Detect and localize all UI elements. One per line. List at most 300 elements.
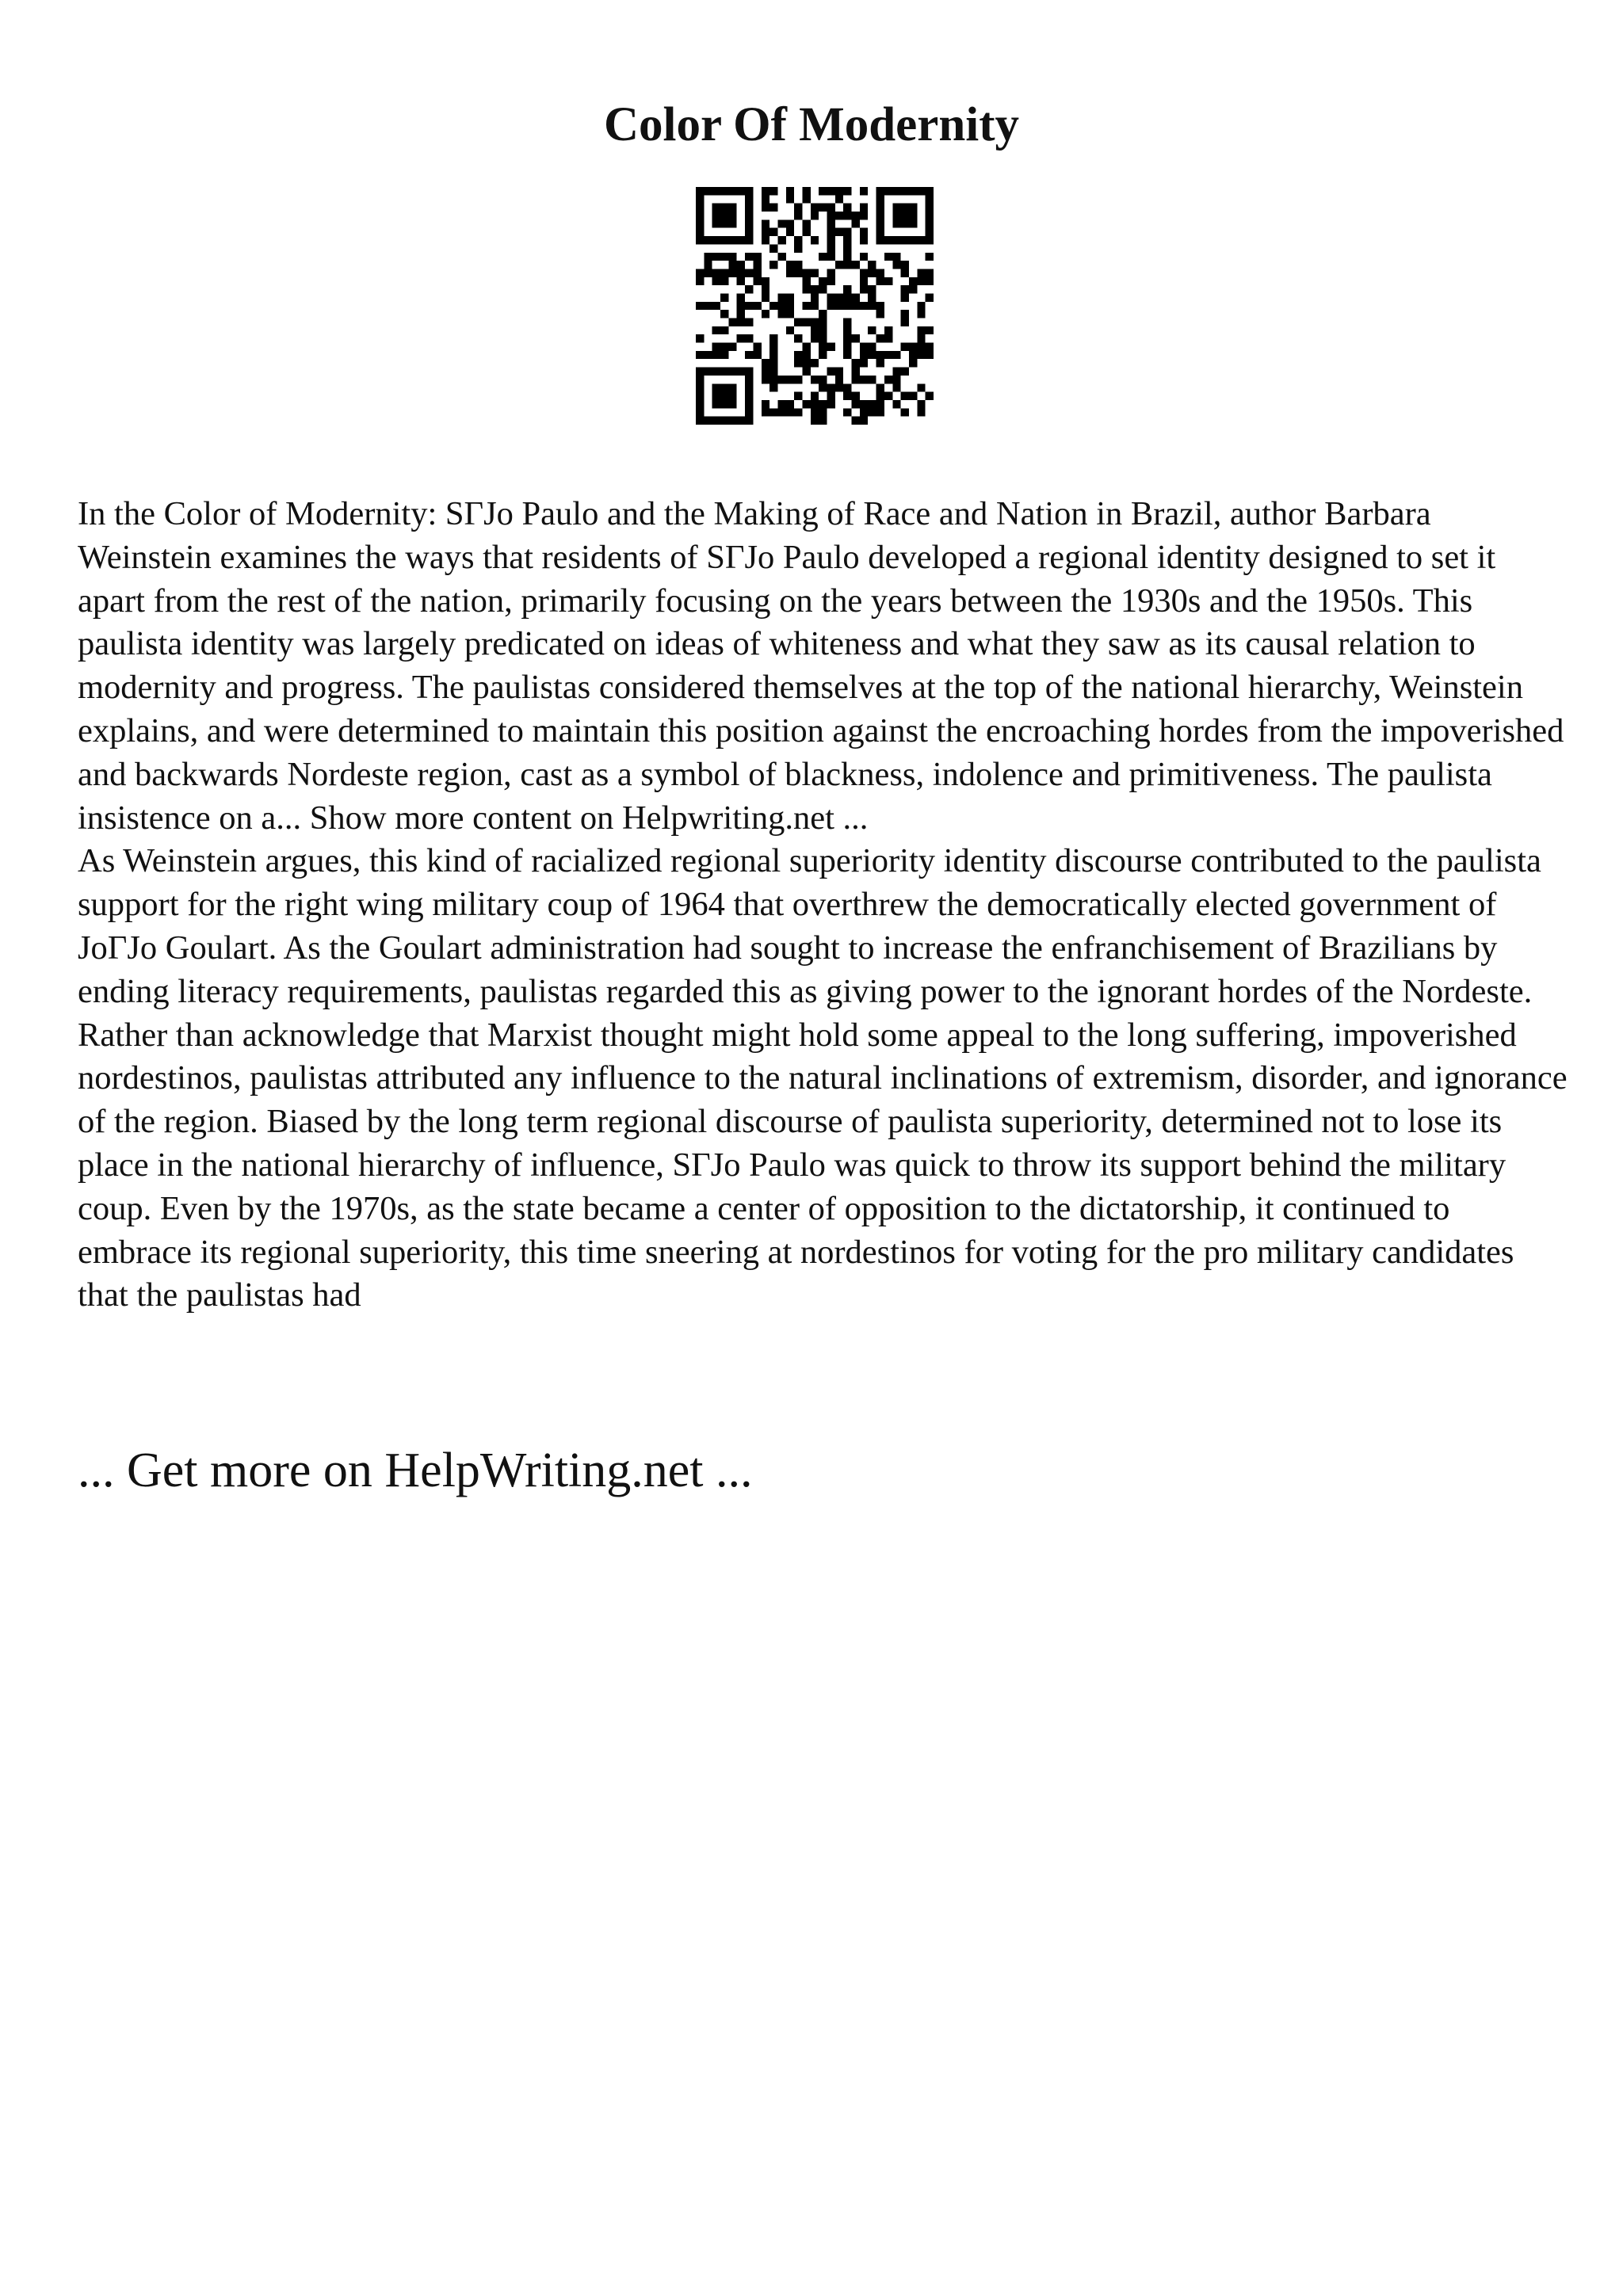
qr-module xyxy=(745,285,753,293)
qr-module xyxy=(720,219,728,227)
qr-module xyxy=(901,392,909,400)
qr-module xyxy=(802,400,810,408)
qr-module xyxy=(876,236,884,244)
qr-module xyxy=(860,204,868,212)
qr-module xyxy=(753,343,761,351)
qr-module xyxy=(835,376,843,383)
qr-module xyxy=(926,219,934,227)
qr-module xyxy=(843,204,851,212)
qr-module xyxy=(860,212,868,219)
qr-module xyxy=(762,236,769,244)
qr-module xyxy=(720,343,728,351)
qr-module xyxy=(876,383,884,391)
qr-module xyxy=(852,376,860,383)
qr-module xyxy=(860,400,868,408)
qr-module xyxy=(876,212,884,219)
qr-module xyxy=(794,261,802,269)
qr-module xyxy=(892,204,900,212)
qr-module xyxy=(720,187,728,195)
qr-module xyxy=(892,187,900,195)
qr-module xyxy=(819,417,827,425)
qr-module xyxy=(884,236,892,244)
qr-module xyxy=(704,236,712,244)
qr-module xyxy=(737,302,745,310)
qr-module xyxy=(786,376,794,383)
qr-module xyxy=(728,236,736,244)
qr-module xyxy=(901,212,909,219)
qr-module xyxy=(868,376,876,383)
qr-module xyxy=(769,244,777,252)
qr-module xyxy=(827,187,835,195)
qr-module xyxy=(762,359,769,367)
qr-module xyxy=(827,228,835,236)
qr-module xyxy=(728,318,736,326)
qr-module xyxy=(843,408,851,416)
qr-module xyxy=(827,343,835,351)
qr-module xyxy=(712,392,720,400)
qr-module xyxy=(892,261,900,269)
qr-module xyxy=(696,219,704,227)
qr-module xyxy=(786,400,794,408)
qr-module xyxy=(704,351,712,359)
qr-module xyxy=(720,269,728,277)
qr-module xyxy=(901,261,909,269)
qr-module xyxy=(728,383,736,391)
qr-module xyxy=(868,302,876,310)
qr-module xyxy=(909,212,917,219)
qr-module xyxy=(696,417,704,425)
qr-module xyxy=(901,310,909,318)
qr-module xyxy=(794,212,802,219)
qr-module xyxy=(811,376,819,383)
qr-module xyxy=(762,376,769,383)
qr-module xyxy=(737,269,745,277)
qr-module xyxy=(860,228,868,236)
qr-module xyxy=(860,408,868,416)
qr-module xyxy=(876,277,884,285)
qr-module xyxy=(720,368,728,376)
qr-module xyxy=(753,302,761,310)
qr-module xyxy=(852,261,860,269)
qr-module xyxy=(835,368,843,376)
qr-module xyxy=(728,400,736,408)
qr-module xyxy=(777,302,785,310)
qr-module xyxy=(786,269,794,277)
qr-module xyxy=(860,417,868,425)
qr-module xyxy=(892,400,900,408)
qr-module xyxy=(777,376,785,383)
qr-module xyxy=(745,408,753,416)
qr-module xyxy=(728,261,736,269)
qr-module xyxy=(926,269,934,277)
qr-module xyxy=(876,359,884,367)
qr-module xyxy=(704,253,712,261)
qr-module xyxy=(868,261,876,269)
qr-module xyxy=(843,187,851,195)
qr-module xyxy=(868,400,876,408)
qr-module xyxy=(720,417,728,425)
qr-module xyxy=(901,368,909,376)
qr-module xyxy=(868,326,876,334)
qr-module xyxy=(860,253,868,261)
qr-module xyxy=(819,343,827,351)
qr-module xyxy=(712,212,720,219)
qr-module xyxy=(811,318,819,326)
qr-module xyxy=(745,204,753,212)
qr-module xyxy=(794,359,802,367)
qr-module xyxy=(926,293,934,301)
qr-module xyxy=(728,392,736,400)
qr-module xyxy=(696,302,704,310)
qr-module xyxy=(843,261,851,269)
qr-module xyxy=(794,318,802,326)
qr-module xyxy=(745,351,753,359)
qr-module xyxy=(737,261,745,269)
qr-module xyxy=(712,219,720,227)
qr-module xyxy=(745,302,753,310)
qr-module xyxy=(827,400,835,408)
qr-module xyxy=(802,195,810,203)
qr-module xyxy=(827,368,835,376)
qr-module xyxy=(737,277,745,285)
qr-module xyxy=(917,269,925,277)
qr-module xyxy=(884,253,892,261)
qr-module xyxy=(777,310,785,318)
qr-module xyxy=(811,334,819,342)
qr-module xyxy=(802,187,810,195)
qr-module xyxy=(786,326,794,334)
qr-module xyxy=(737,318,745,326)
qr-module xyxy=(802,343,810,351)
qr-module xyxy=(860,351,868,359)
qr-module xyxy=(827,383,835,391)
qr-module xyxy=(745,383,753,391)
qr-module xyxy=(827,302,835,310)
qr-module xyxy=(786,219,794,227)
qr-module xyxy=(852,368,860,376)
qr-module xyxy=(819,376,827,383)
qr-module xyxy=(884,326,892,334)
qr-module xyxy=(819,334,827,342)
qr-module xyxy=(892,212,900,219)
qr-module xyxy=(712,351,720,359)
qr-module xyxy=(843,236,851,244)
qr-module xyxy=(876,302,884,310)
qr-module xyxy=(762,204,769,212)
qr-module xyxy=(712,383,720,391)
qr-module xyxy=(868,408,876,416)
qr-module xyxy=(917,408,925,416)
qr-module xyxy=(696,204,704,212)
qr-module xyxy=(835,302,843,310)
qr-module xyxy=(728,187,736,195)
qr-module xyxy=(712,277,720,285)
qr-module xyxy=(712,253,720,261)
qr-module xyxy=(876,187,884,195)
qr-module xyxy=(777,400,785,408)
qr-module xyxy=(884,277,892,285)
qr-module xyxy=(769,368,777,376)
qr-module xyxy=(811,359,819,367)
qr-code-image xyxy=(696,187,934,425)
qr-module xyxy=(926,277,934,285)
document-title: Color Of Modernity xyxy=(603,98,1020,151)
qr-module xyxy=(917,187,925,195)
qr-module xyxy=(696,408,704,416)
qr-module xyxy=(843,293,851,301)
qr-module xyxy=(892,376,900,383)
qr-module xyxy=(769,204,777,212)
qr-module xyxy=(860,376,868,383)
qr-module xyxy=(860,343,868,351)
qr-module xyxy=(762,310,769,318)
qr-module xyxy=(696,351,704,359)
qr-module xyxy=(876,351,884,359)
qr-module xyxy=(884,392,892,400)
qr-module xyxy=(745,236,753,244)
qr-module xyxy=(835,187,843,195)
qr-module xyxy=(696,368,704,376)
qr-module xyxy=(802,269,810,277)
paragraph-1: In the Color of Modernity: SГЈo Paulo and the Making of Race and Nation in Brazil, author Barbara Weinstein examines the ways that residents of SГЈo Paulo developed a regional identity designed to set it apart from the rest of the nation, primarily focusing on the years between the 1930s and the 1950s. This paulista identity was largely predicated on ideas of whiteness and what they saw as its causal relation to modernity and progress. The paulistas considered themselves at the top of the national hierarchy, Weinstein explains, and were determined to maintain this position against the encroaching hordes from the impoverished and backwards Nordeste region, cast as a symbol of blackness, indolence and primitiveness. The paulista insistence on a... Show more content on Helpwriting.net ... xyxy=(78,495,1564,837)
qr-module xyxy=(802,351,810,359)
qr-module xyxy=(762,228,769,236)
qr-module xyxy=(819,408,827,416)
qr-module xyxy=(819,285,827,293)
qr-module xyxy=(712,417,720,425)
qr-module xyxy=(712,236,720,244)
qr-module xyxy=(819,204,827,212)
qr-module xyxy=(926,253,934,261)
qr-module xyxy=(720,383,728,391)
qr-module xyxy=(827,236,835,244)
qr-module xyxy=(745,400,753,408)
qr-module xyxy=(917,400,925,408)
qr-module xyxy=(777,253,785,261)
qr-module xyxy=(794,392,802,400)
qr-module xyxy=(835,228,843,236)
qr-module xyxy=(852,334,860,342)
qr-module xyxy=(745,195,753,203)
qr-module xyxy=(843,318,851,326)
qr-module xyxy=(819,400,827,408)
qr-module xyxy=(753,269,761,277)
qr-module xyxy=(884,334,892,342)
qr-module xyxy=(802,359,810,367)
qr-module xyxy=(753,253,761,261)
qr-module xyxy=(769,383,777,391)
qr-module xyxy=(819,187,827,195)
qr-module xyxy=(909,219,917,227)
qr-module xyxy=(909,236,917,244)
qr-module xyxy=(901,269,909,277)
qr-module xyxy=(868,269,876,277)
qr-module xyxy=(852,400,860,408)
qr-module xyxy=(827,204,835,212)
qr-module xyxy=(901,408,909,416)
qr-module xyxy=(762,277,769,285)
qr-module xyxy=(827,293,835,301)
qr-module xyxy=(728,253,736,261)
qr-module xyxy=(769,334,777,342)
qr-module xyxy=(794,408,802,416)
qr-module xyxy=(720,392,728,400)
qr-module xyxy=(720,400,728,408)
qr-module xyxy=(917,351,925,359)
qr-module xyxy=(843,392,851,400)
qr-module xyxy=(712,302,720,310)
qr-module xyxy=(843,334,851,342)
qr-module xyxy=(827,253,835,261)
qr-module xyxy=(794,376,802,383)
paragraph-2: As Weinstein argues, this kind of racialized regional superiority identity discourse contributed to the paulista support for the right wing military coup of 1964 that overthrew the democratically elected government of JoГЈo Goulart. As the Goulart administration had sought to increase the enfranchisement of Brazilians by ending literacy requirements, paulistas regarded this as giving power to the ignorant hordes of the Nordeste. Rather than acknowledge that Marxist thought might hold some appeal to the long suffering, impoverished nordestinos, paulistas attributed any influence to the natural inclinations of extremism, disorder, and ignorance of the region. Biased by the long term regional discourse of paulista superiority, determined not to lose its place in the national hierarchy of influence, SГЈo Paulo was quick to throw its support behind the military coup. Even by the 1970s, as the state became a center of opposition to the dictatorship, it continued to embrace its regional superiority, this time sneering at nordestinos for voting for the pro military candidates that the paulistas had xyxy=(78,842,1568,1314)
qr-module xyxy=(769,228,777,236)
qr-module xyxy=(876,195,884,203)
qr-module xyxy=(696,236,704,244)
qr-module xyxy=(884,376,892,383)
qr-module xyxy=(769,351,777,359)
qr-module xyxy=(926,187,934,195)
qr-module xyxy=(811,293,819,301)
qr-module xyxy=(794,236,802,244)
qr-module xyxy=(696,228,704,236)
qr-module xyxy=(892,253,900,261)
qr-module xyxy=(786,228,794,236)
qr-module xyxy=(901,293,909,301)
qr-module xyxy=(696,400,704,408)
qr-module xyxy=(728,343,736,351)
qr-module xyxy=(917,302,925,310)
qr-module xyxy=(884,187,892,195)
qr-module xyxy=(835,261,843,269)
qr-module xyxy=(811,326,819,334)
get-more-link[interactable]: ... Get more on HelpWriting.net ... xyxy=(78,1444,753,1497)
qr-module xyxy=(745,334,753,342)
qr-module xyxy=(786,293,794,301)
qr-module xyxy=(876,228,884,236)
qr-module xyxy=(696,392,704,400)
qr-module xyxy=(728,219,736,227)
qr-module xyxy=(712,269,720,277)
qr-module xyxy=(811,285,819,293)
qr-module xyxy=(720,310,728,318)
qr-module xyxy=(753,351,761,359)
qr-module xyxy=(827,269,835,277)
qr-module xyxy=(892,368,900,376)
qr-module xyxy=(860,269,868,277)
qr-module xyxy=(917,310,925,318)
qr-module xyxy=(811,417,819,425)
qr-module xyxy=(926,326,934,334)
qr-module xyxy=(762,368,769,376)
qr-module xyxy=(835,293,843,301)
qr-module xyxy=(802,318,810,326)
qr-module xyxy=(843,244,851,252)
qr-module xyxy=(852,392,860,400)
qr-module xyxy=(712,187,720,195)
qr-module xyxy=(786,261,794,269)
qr-module xyxy=(762,187,769,195)
qr-module xyxy=(926,212,934,219)
qr-module xyxy=(712,204,720,212)
qr-module xyxy=(819,253,827,261)
qr-module xyxy=(794,334,802,342)
qr-module xyxy=(811,212,819,219)
qr-module xyxy=(909,359,917,367)
qr-module xyxy=(827,219,835,227)
qr-module xyxy=(926,343,934,351)
qr-module xyxy=(843,253,851,261)
qr-module xyxy=(737,236,745,244)
qr-module xyxy=(696,277,704,285)
qr-module xyxy=(901,318,909,326)
qr-module xyxy=(696,195,704,203)
qr-module xyxy=(926,228,934,236)
qr-module xyxy=(917,236,925,244)
qr-module xyxy=(901,187,909,195)
qr-module xyxy=(696,212,704,219)
qr-module xyxy=(762,293,769,301)
qr-module xyxy=(745,253,753,261)
qr-module xyxy=(852,219,860,227)
qr-module xyxy=(868,351,876,359)
qr-module xyxy=(827,277,835,285)
qr-module xyxy=(704,187,712,195)
qr-module xyxy=(696,383,704,391)
qr-module xyxy=(901,285,909,293)
qr-module xyxy=(745,269,753,277)
qr-module xyxy=(843,302,851,310)
qr-module xyxy=(786,195,794,203)
qr-module xyxy=(843,228,851,236)
qr-module xyxy=(819,351,827,359)
qr-module xyxy=(704,261,712,269)
qr-module xyxy=(720,351,728,359)
qr-module xyxy=(876,204,884,212)
qr-module xyxy=(876,392,884,400)
qr-module xyxy=(852,359,860,367)
qr-module xyxy=(696,269,704,277)
qr-module xyxy=(777,236,785,244)
qr-module xyxy=(917,277,925,285)
qr-module xyxy=(745,318,753,326)
qr-module xyxy=(909,187,917,195)
qr-module xyxy=(909,277,917,285)
qr-module xyxy=(852,212,860,219)
qr-module xyxy=(712,368,720,376)
qr-module xyxy=(852,302,860,310)
qr-module xyxy=(901,219,909,227)
qr-module xyxy=(769,376,777,383)
qr-module xyxy=(794,269,802,277)
qr-module xyxy=(762,400,769,408)
qr-module xyxy=(917,343,925,351)
qr-module xyxy=(901,343,909,351)
qr-module xyxy=(769,187,777,195)
qr-module xyxy=(762,219,769,227)
qr-module xyxy=(843,326,851,334)
qr-module xyxy=(696,334,704,342)
qr-module xyxy=(876,269,884,277)
qr-module xyxy=(811,302,819,310)
qr-module xyxy=(860,236,868,244)
qr-module xyxy=(860,302,868,310)
qr-module xyxy=(720,236,728,244)
qr-module xyxy=(786,408,794,416)
qr-module xyxy=(728,417,736,425)
qr-module xyxy=(876,408,884,416)
qr-module xyxy=(704,302,712,310)
